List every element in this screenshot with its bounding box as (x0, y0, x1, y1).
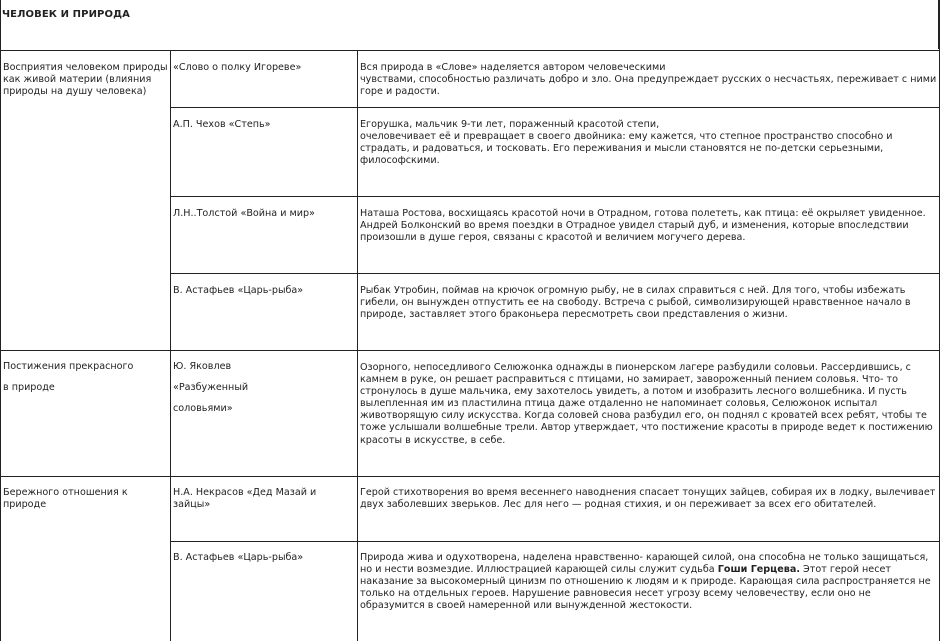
work-astafiev-2: В. Астафьев «Царь-рыба» (173, 552, 304, 563)
work-slovo: «Слово о полку Игореве» (173, 62, 302, 73)
table-title: ЧЕЛОВЕК И ПРИРОДА (2, 9, 130, 20)
text-astafiev-2-bold-name: Гоши Герцева. (717, 564, 800, 576)
work-yakovlev: Ю. Яковлев «Разбуженный соловьями» (173, 361, 249, 414)
text-tolstoy: Наташа Ростова, восхищаясь красотой ночи в Отрадном, готова полететь, как птица: её окрыляет увиденное. Андрей Болконский во время поездки в Отрадное увидел старый дуб, и изменения, которые впоследствии произошли в душе героя, связаны с красотой и величием могучего дерева. (360, 208, 926, 244)
theme-perception: Восприятия человеком природы как живой материи (влияния природы на душу человека) (3, 62, 168, 98)
text-slovo: Вся природа в «Слове» наделяется автором человеческими чувствами, способностью различать добро и зло. Она предупреждает русских о несчастьях, переживает с ними горе и радости. (360, 62, 937, 98)
work-chekhov: А.П. Чехов «Степь» (173, 119, 271, 130)
work-nekrasov: Н.А. Некрасов «Дед Мазай и зайцы» (173, 487, 317, 511)
text-yakovlev: Озорного, непоседливого Селюжонка однажды в пионерском лагере разбудили соловьи. Рассердившись, с камнем в руке, он решает расправиться с птицами, но замирает, завороженный пением соловья. Что- то стронулось в душе мальчика, ему захотелось увидеть, а потом и изобразить лесного волшебника. И пусть вылепленная им из пластилина птица даже отдаленно не напоминает соловья, Селюжонок испытал животворящую силу искусства. Когда соловей снова разбудил его, он поднял с кроватей всех ребят, чтобы те тоже услышали волшебные трели. Автор утверждает, что постижение красоты в природе ведет к постижению красоты в искусстве, в себе. (360, 362, 933, 446)
text-astafiev-2 (360, 552, 938, 612)
text-nekrasov: Герой стихотворения во время весеннего наводнения спасает тонущих зайцев, собирая их в лодку, вылечивает двух заболевших зверьков. Лес для него — родная стихия, и он переживает за всех его обитателей. (360, 487, 936, 511)
table-title-cell (0, 0, 939, 49)
text-astafiev-1: Рыбак Утробин, поймав на крючок огромную рыбу, не в силах справиться с ней. Для того, чтобы избежать гибели, он вынужден отпустить ее на свободу. Встреча с рыбой, символизирующей нравственное начало в природе, заставляет этого браконьера пересмотреть свои представления о жизни. (360, 285, 911, 321)
text-astafiev-2-part1: Природа жива и одухотворена, наделена нравственно- карающей силой, она способна не только защищаться, но и нести возмездие. Иллюстрацией карающей силы служит судьба (360, 552, 929, 576)
text-astafiev-2-part2: Этот герой несет наказание за высокомерный цинизм по отношению к людям и к природе. Карающая сила распространяется не только на отдельных героев. Нарушение равновесия несет угрозу всему человечеству, если оно не образумится в своей намеренной или вынужденной жестокости. (360, 564, 931, 612)
theme-beauty: Постижения прекрасного в природе (3, 361, 134, 393)
work-tolstoy: Л.Н..Толстой «Война и мир» (173, 208, 315, 219)
theme-care: Бережного отношения к природе (3, 487, 128, 511)
text-chekhov: Егорушка, мальчик 9-ти лет, пораженный красотой степи, очеловечивает её и превращает в своего двойника: ему кажется, что степное пространство способно и страдать, и радоваться, и тосковать. Его переживания и мысли становятся не по-детски серьезными, философскими. (360, 119, 893, 167)
work-astafiev-1: В. Астафьев «Царь-рыба» (173, 285, 304, 296)
